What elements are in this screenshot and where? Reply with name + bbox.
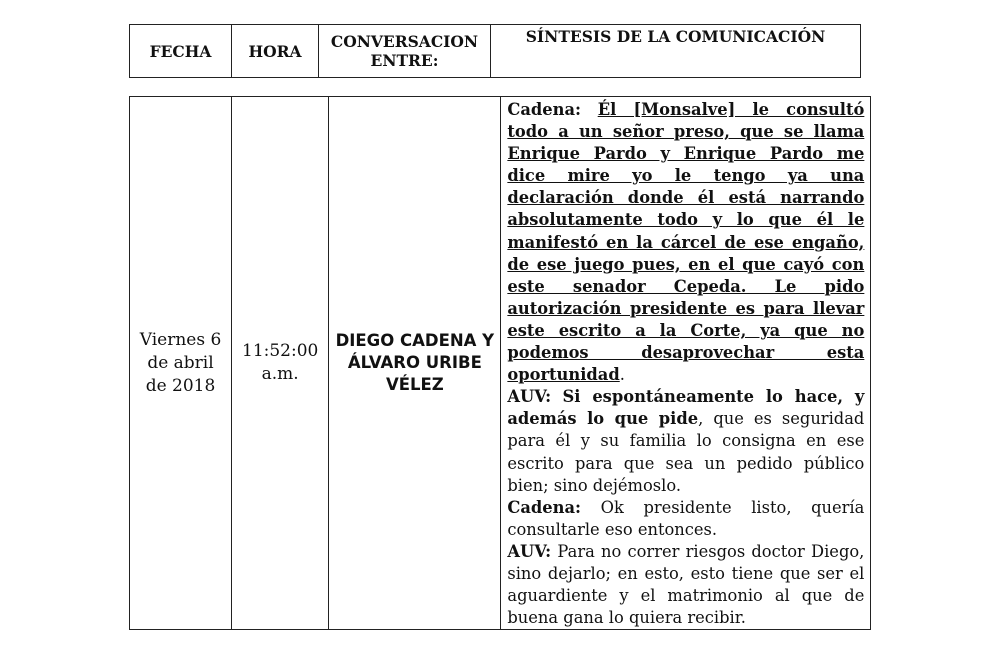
paragraph-auv-2: AUV: Para no correr riesgos doctor Diego, sino dejarlo; en esto, esto tiene que ser el aguardiente y el matrimonio al que de buena gana lo quiera recibir. [507, 541, 865, 628]
speaker-label: Cadena: [507, 497, 582, 517]
conversation-table [129, 96, 871, 630]
header-fecha: FECHA [130, 25, 232, 78]
paragraph-cadena-1: Cadena: Él [Monsalve] le consultó todo a un señor preso, que se llama Enrique Pardo y Enrique Pardo me dice mire yo le tengo ya una declaración donde él está narrando absolutamente todo y lo que él le manifestó en la cárcel de ese engaño, de ese juego pues, en el que cayó con este senador Cepeda. Le pido autorización presidente es para llevar este escrito a la Corte, ya que no podemos desaprovechar esta oportunidad. [507, 100, 865, 385]
speaker-label: AUV: [507, 387, 552, 407]
bold-quote: Si espontáneamente lo hace, y además lo que pide [507, 387, 865, 429]
header-table [129, 24, 861, 78]
paragraph-cadena-2: Cadena: Ok presidente listo, quería consultarle eso entonces. [507, 497, 865, 539]
cell-fecha: Viernes 6 de abril de 2018 [130, 97, 232, 630]
cell-conversacion: DIEGO CADENA Y ÁLVARO URIBE VÉLEZ [329, 97, 501, 630]
speaker-label: Cadena: [507, 100, 582, 119]
header-hora: HORA [232, 25, 319, 78]
header-sintesis: SÍNTESIS DE LA COMUNICACIÓN [491, 25, 861, 78]
header-conversacion: CONVERSACION ENTRE: [319, 25, 491, 78]
paragraph-auv-1: AUV: Si espontáneamente lo hace, y además lo que pide, que es seguridad para él y su familia lo consigna en ese escrito para que sea un pedido público bien; sino dejémoslo. [507, 387, 865, 495]
table-row [130, 97, 871, 630]
underlined-quote: Él [Monsalve] le consultó todo a un señor preso, que se llama Enrique Pardo y Enrique Pardo me dice mire yo le tengo ya una declaración donde él está narrando absolutamente todo y lo que él le manifestó en la cárcel de ese engaño, de ese juego pues, en el que cayó con este senador Cepeda. Le pido autorización presidente es para llevar este escrito a la Corte, ya que no podemos desaprovechar esta oportunidad [507, 100, 865, 385]
sintesis-text [501, 97, 870, 629]
cell-hora: 11:52:00 a.m. [232, 97, 329, 630]
cell-sintesis [501, 97, 871, 630]
speaker-label: AUV: [507, 541, 552, 561]
